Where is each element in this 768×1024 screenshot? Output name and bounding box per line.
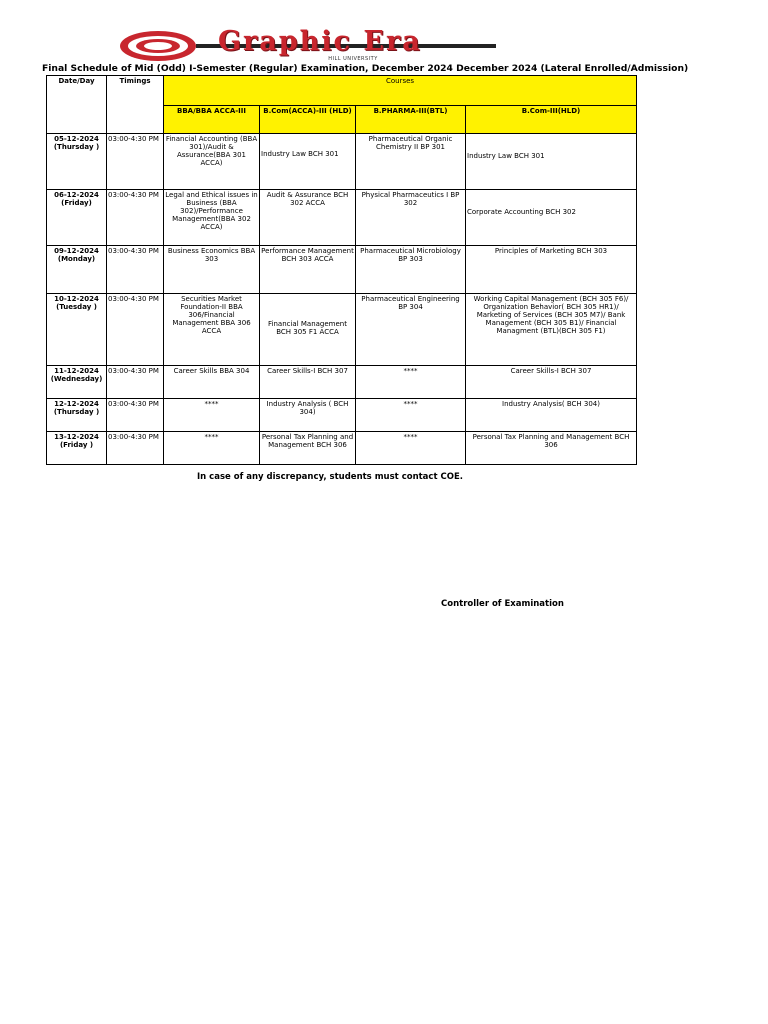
course-cell: Working Capital Management (BCH 305 F6)/ Organization Behavior( BCH 305 HR1)/ Marketing of Services (BCH 305 M7)/ Bank Management (BCH 305 B1)/ Financial Managment (BTL)(BCH 305 F1) xyxy=(466,294,637,366)
date-day-header: Date/Day xyxy=(47,76,107,134)
course-header-1: BBA/BBA ACCA-III xyxy=(164,106,260,134)
exam-schedule-table xyxy=(46,75,637,465)
date-cell: 09-12-2024 (Monday) xyxy=(47,246,107,294)
courses-header: Courses xyxy=(164,76,637,106)
course-cell: Audit & Assurance BCH 302 ACCA xyxy=(260,190,356,246)
table-row xyxy=(47,246,637,294)
course-cell: Industry Law BCH 301 xyxy=(260,134,356,190)
course-header-3: B.PHARMA-III(BTL) xyxy=(356,106,466,134)
course-cell: Personal Tax Planning and Management BCH 306 xyxy=(260,432,356,465)
course-header-2: B.Com(ACCA)-III (HLD) xyxy=(260,106,356,134)
time-cell: 03:00-4:30 PM xyxy=(107,294,164,366)
course-cell: **** xyxy=(356,366,466,399)
course-cell: Legal and Ethical issues in Business (BBA 302)/Performance Management(BBA 302 ACCA) xyxy=(164,190,260,246)
time-cell: 03:00-4:30 PM xyxy=(107,366,164,399)
course-cell: Career Skills-I BCH 307 xyxy=(466,366,637,399)
logo-subtext: HILL UNIVERSITY xyxy=(328,56,378,62)
table-row xyxy=(47,399,637,432)
time-cell: 03:00-4:30 PM xyxy=(107,432,164,465)
course-cell: Industry Analysis ( BCH 304) xyxy=(260,399,356,432)
page-title: Final Schedule of Mid (Odd) I-Semester (Regular) Examination, December 2024 December 2024 (Lateral Enrolled/Admission) xyxy=(42,63,689,74)
date-cell: 06-12-2024 (Friday) xyxy=(47,190,107,246)
course-cell: Industry Analysis( BCH 304) xyxy=(466,399,637,432)
course-cell: Business Economics BBA 303 xyxy=(164,246,260,294)
course-cell: Career Skills-I BCH 307 xyxy=(260,366,356,399)
course-cell: Industry Law BCH 301 xyxy=(466,134,637,190)
course-cell: Pharmaceutical Microbiology BP 303 xyxy=(356,246,466,294)
table-row xyxy=(47,432,637,465)
course-cell: Physical Pharmaceutics I BP 302 xyxy=(356,190,466,246)
time-cell: 03:00-4:30 PM xyxy=(107,134,164,190)
course-cell: Performance Management BCH 303 ACCA xyxy=(260,246,356,294)
date-cell: 12-12-2024 (Thursday ) xyxy=(47,399,107,432)
date-cell: 10-12-2024 (Tuesday ) xyxy=(47,294,107,366)
course-header-4: B.Com-III(HLD) xyxy=(466,106,637,134)
course-cell: Pharmaceutical Engineering BP 304 xyxy=(356,294,466,366)
time-cell: 03:00-4:30 PM xyxy=(107,190,164,246)
controller-signature-label: Controller of Examination xyxy=(441,599,564,609)
course-cell: Financial Management BCH 305 F1 ACCA xyxy=(260,294,356,366)
course-cell: **** xyxy=(164,432,260,465)
table-row xyxy=(47,134,637,190)
course-cell: Pharmaceutical Organic Chemistry II BP 301 xyxy=(356,134,466,190)
course-cell: Career Skills BBA 304 xyxy=(164,366,260,399)
course-cell: **** xyxy=(164,399,260,432)
logo-text: Graphic Era xyxy=(218,26,422,57)
discrepancy-note: In case of any discrepancy, students must contact COE. xyxy=(197,472,463,482)
course-cell: **** xyxy=(356,432,466,465)
date-cell: 05-12-2024 (Thursday ) xyxy=(47,134,107,190)
date-cell: 13-12-2024 (Friday ) xyxy=(47,432,107,465)
time-cell: 03:00-4:30 PM xyxy=(107,399,164,432)
course-cell: **** xyxy=(356,399,466,432)
table-row xyxy=(47,294,637,366)
course-cell: Principles of Marketing BCH 303 xyxy=(466,246,637,294)
course-cell: Corporate Accounting BCH 302 xyxy=(466,190,637,246)
course-cell: Financial Accounting (BBA 301)/Audit & Assurance(BBA 301 ACCA) xyxy=(164,134,260,190)
timings-header: Timings xyxy=(107,76,164,134)
table-row xyxy=(47,366,637,399)
table-row xyxy=(47,190,637,246)
date-cell: 11-12-2024 (Wednesday) xyxy=(47,366,107,399)
time-cell: 03:00-4:30 PM xyxy=(107,246,164,294)
course-cell: Personal Tax Planning and Management BCH 306 xyxy=(466,432,637,465)
course-cell: Securities Market Foundation-II BBA 306/Financial Management BBA 306 ACCA xyxy=(164,294,260,366)
